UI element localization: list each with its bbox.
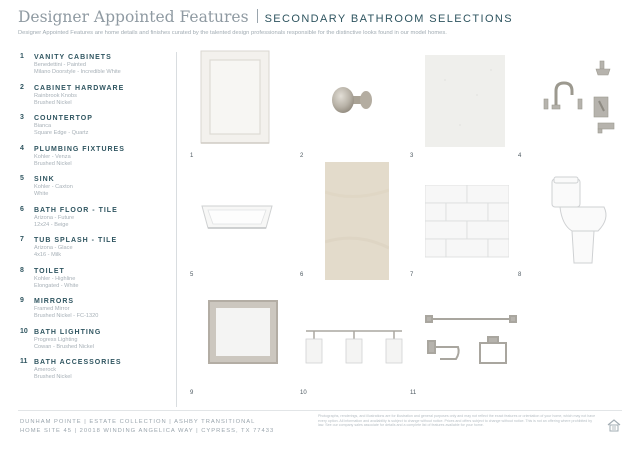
- selection-name: TUB SPLASH - TILE: [34, 237, 118, 244]
- selection-name: SINK: [34, 176, 55, 183]
- selection-detail: Progress Lighting: [34, 336, 78, 343]
- product-label: 10: [300, 390, 307, 396]
- product-label: 7: [410, 272, 414, 278]
- selection-detail: Benedettini - Painted: [34, 62, 86, 68]
- selection-number: 6: [20, 205, 24, 213]
- bath-accessories-image: [420, 313, 530, 378]
- selection-number: 10: [20, 327, 28, 335]
- selection-detail: Cowan - Brushed Nickel: [34, 343, 95, 350]
- selection-detail: Bianca: [34, 123, 52, 129]
- selection-detail: Kohler - Highline: [34, 275, 76, 282]
- selection-detail: Kohler - Venza: [34, 153, 71, 160]
- product-label: 5: [190, 272, 194, 278]
- product-label: 3: [410, 153, 414, 159]
- page-title: Designer Appointed Features: [18, 8, 249, 26]
- product-label: 9: [190, 390, 194, 396]
- selection-name: CABINET HARDWARE: [34, 84, 125, 92]
- product-label: 4: [518, 153, 522, 159]
- selection-detail: Brushed Nickel: [34, 99, 72, 106]
- selection-number: 4: [20, 144, 24, 152]
- selection-detail: Square Edge - Quartz: [34, 130, 89, 137]
- page-subtitle: SECONDARY BATHROOM SELECTIONS: [264, 13, 513, 25]
- product-label: 2: [300, 153, 304, 159]
- header: [18, 8, 513, 26]
- cabinet-door-image: [200, 50, 270, 149]
- selection-name: TOILET: [34, 267, 65, 275]
- selection-item: [20, 145, 170, 176]
- selection-item: [20, 84, 170, 115]
- footer-community: DUNHAM POINTE | ESTATE COLLECTION | ASHBY TRANSITIONAL: [20, 419, 256, 425]
- product-label: 8: [518, 272, 522, 278]
- selection-name: BATH ACCESSORIES: [34, 359, 122, 366]
- selection-number: 2: [20, 83, 24, 91]
- selection-item: [20, 236, 170, 267]
- footer-address: [20, 418, 274, 436]
- selection-detail: Brushed Nickel: [34, 374, 72, 381]
- product-label: 1: [190, 153, 194, 159]
- selection-number: 7: [20, 236, 24, 243]
- selection-detail: Elongated - White: [34, 282, 79, 289]
- selection-item: [20, 328, 170, 359]
- selection-name: BATH FLOOR - TILE: [34, 206, 118, 214]
- selection-detail: Brushed Nickel - FC-1320: [34, 313, 99, 320]
- selection-detail: 4x16 - Milk: [34, 252, 62, 259]
- selection-detail: Kohler - Caxton: [34, 184, 73, 190]
- mirror-image: [208, 300, 278, 369]
- toilet-image: [550, 175, 612, 272]
- selection-item: [20, 297, 170, 328]
- selection-detail: 12x24 - Beige: [34, 221, 69, 228]
- footer-disclaimer: Photographs, renderings, and illustrations are for illustration and general purposes only and may not reflect the exact features or orientation of your home, which may not have every option. All information and availability is subject to change without notice. Prices and offers subject to change without notice. This is not an offering where prohibited by law. See our company sales associate for details and a complete list of features available for your home.: [318, 414, 596, 428]
- selection-list: [20, 53, 170, 389]
- intro-text: Designer Appointed Features are home details and finishes curated by the talented design professionals responsible for the distinctive looks found in our model homes.: [18, 30, 447, 36]
- selection-detail: Brushed Nickel: [34, 160, 72, 167]
- selection-number: 5: [20, 175, 24, 182]
- title-separator: [257, 9, 258, 23]
- plumbing-fixtures-image: [538, 55, 618, 150]
- product-label: 11: [410, 390, 417, 396]
- selection-number: 11: [20, 358, 28, 365]
- cabinet-knob-image: [330, 82, 378, 123]
- selection-number: 3: [20, 114, 24, 121]
- selection-number: 8: [20, 266, 24, 274]
- selection-detail: Milano Doorstyle - Incredible White: [34, 69, 121, 76]
- selection-name: MIRRORS: [34, 298, 75, 305]
- selection-item: [20, 114, 170, 145]
- selection-number: 9: [20, 297, 24, 304]
- sink-image: [198, 198, 276, 243]
- selection-item: [20, 175, 170, 206]
- selection-item: [20, 358, 170, 389]
- column-divider: [176, 52, 177, 407]
- product-label: 6: [300, 272, 304, 278]
- selection-detail: Rainbrook Knobs: [34, 92, 77, 99]
- tub-splash-tile-image: [425, 185, 509, 268]
- selection-name: VANITY CABINETS: [34, 54, 112, 61]
- bath-lighting-image: [302, 325, 406, 374]
- selection-name: PLUMBING FIXTURES: [34, 145, 125, 153]
- equal-housing-icon: [607, 418, 621, 437]
- selection-item: [20, 206, 170, 237]
- selection-item: [20, 267, 170, 298]
- selection-detail: Arizona - Future: [34, 214, 75, 221]
- floor-tile-image: [325, 162, 389, 280]
- footer-homesite: HOME SITE 45 | 20018 WINDING ANGELICA WAY | CYPRESS, TX 77433: [20, 428, 275, 434]
- selection-name: BATH LIGHTING: [34, 328, 102, 336]
- selection-detail: Arizona - Glace: [34, 245, 73, 251]
- selection-detail: White: [34, 191, 49, 198]
- selection-name: COUNTERTOP: [34, 115, 93, 122]
- footer-divider: [18, 410, 622, 411]
- selection-detail: Framed Mirror: [34, 306, 70, 312]
- selection-detail: Amerock: [34, 367, 57, 373]
- selection-number: 1: [20, 53, 24, 60]
- selection-item: [20, 53, 170, 84]
- countertop-sample-image: [425, 55, 505, 152]
